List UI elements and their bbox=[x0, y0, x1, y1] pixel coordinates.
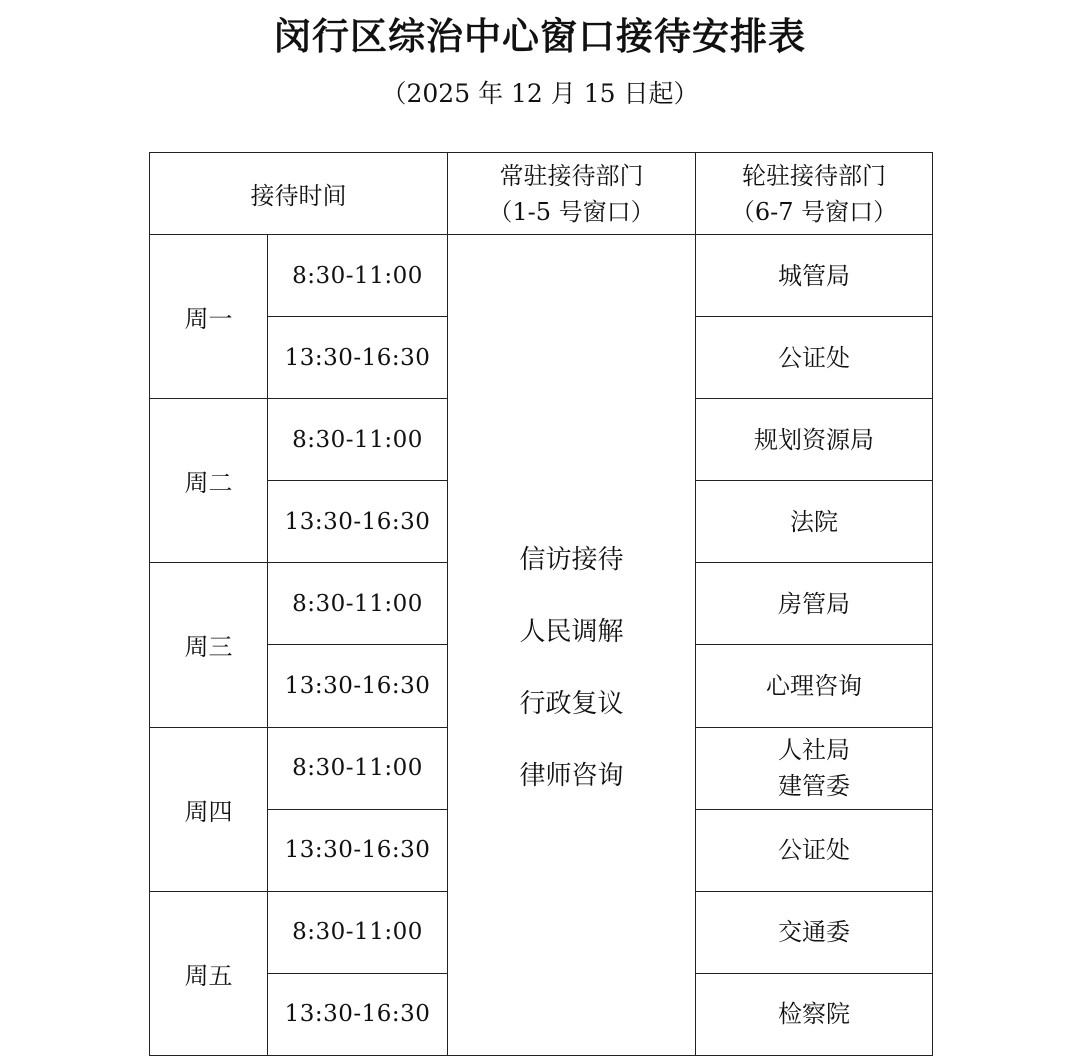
time-slot-cell: 8:30-11:00 bbox=[268, 891, 448, 973]
day-cell: 周三 bbox=[150, 563, 268, 727]
rotating-department-cell bbox=[696, 399, 933, 481]
header-rotating-windows: （6-7 号窗口） bbox=[730, 197, 898, 226]
resident-department-item: 律师咨询 bbox=[519, 761, 624, 792]
page-subtitle: （2025 年 12 月 15 日起） bbox=[381, 79, 699, 108]
rotating-department-name: 交通委 bbox=[778, 918, 850, 947]
rotating-department-name: 心理咨询 bbox=[766, 672, 862, 700]
resident-department-item: 信访接待 bbox=[519, 545, 624, 576]
header-reception-time: 接待时间 bbox=[150, 153, 448, 235]
time-slot-cell: 13:30-16:30 bbox=[268, 809, 448, 891]
day-cell: 周四 bbox=[150, 727, 268, 891]
time-slot-cell: 8:30-11:00 bbox=[268, 399, 448, 481]
rotating-department-cell bbox=[696, 891, 933, 973]
rotating-department-cell bbox=[696, 727, 933, 809]
rotating-department-cell bbox=[696, 235, 933, 317]
resident-department-item: 人民调解 bbox=[519, 617, 624, 648]
rotating-department-cell bbox=[696, 809, 933, 891]
resident-departments-list bbox=[448, 496, 695, 794]
header-resident-title: 常驻接待部门 bbox=[499, 161, 644, 190]
day-cell: 周一 bbox=[150, 235, 268, 399]
rotating-department-name: 检察院 bbox=[778, 1000, 850, 1029]
time-slot-cell: 13:30-16:30 bbox=[268, 317, 448, 399]
schedule-body bbox=[150, 153, 933, 1056]
time-slot-cell: 8:30-11:00 bbox=[268, 235, 448, 317]
time-slot-cell: 13:30-16:30 bbox=[268, 645, 448, 727]
time-slot-cell: 8:30-11:00 bbox=[268, 727, 448, 809]
rotating-department-name: 规划资源局 bbox=[754, 425, 874, 454]
rotating-department-cell bbox=[696, 973, 933, 1055]
rotating-department-name: 公证处 bbox=[778, 836, 850, 865]
header-resident-windows: （1-5 号窗口） bbox=[488, 197, 655, 226]
reception-schedule-table bbox=[149, 152, 933, 1056]
rotating-department-name: 房管局 bbox=[778, 589, 850, 618]
page-title: 闵行区综治中心窗口接待安排表 bbox=[274, 14, 806, 58]
time-slot-cell: 13:30-16:30 bbox=[268, 973, 448, 1055]
header-resident-departments bbox=[448, 153, 696, 235]
day-cell: 周五 bbox=[150, 891, 268, 1055]
rotating-department-name: 法院 bbox=[790, 507, 838, 536]
rotating-department-cell bbox=[696, 563, 933, 645]
time-slot-cell: 8:30-11:00 bbox=[268, 563, 448, 645]
rotating-department-cell bbox=[696, 645, 933, 727]
rotating-department-name: 建管委 bbox=[778, 772, 850, 801]
rotating-department-name: 公证处 bbox=[778, 343, 850, 372]
rotating-department-cell bbox=[696, 317, 933, 399]
header-rotating-title: 轮驻接待部门 bbox=[742, 161, 886, 190]
header-row bbox=[150, 153, 933, 235]
table-row bbox=[150, 235, 933, 317]
rotating-department-cell bbox=[696, 481, 933, 563]
resident-departments-cell bbox=[448, 235, 696, 1056]
resident-department-item: 行政复议 bbox=[519, 689, 624, 720]
header-rotating-departments bbox=[696, 153, 933, 235]
day-cell: 周二 bbox=[150, 399, 268, 563]
time-slot-cell: 13:30-16:30 bbox=[268, 481, 448, 563]
rotating-department-name: 城管局 bbox=[778, 261, 850, 290]
rotating-department-name: 人社局 bbox=[778, 736, 850, 765]
